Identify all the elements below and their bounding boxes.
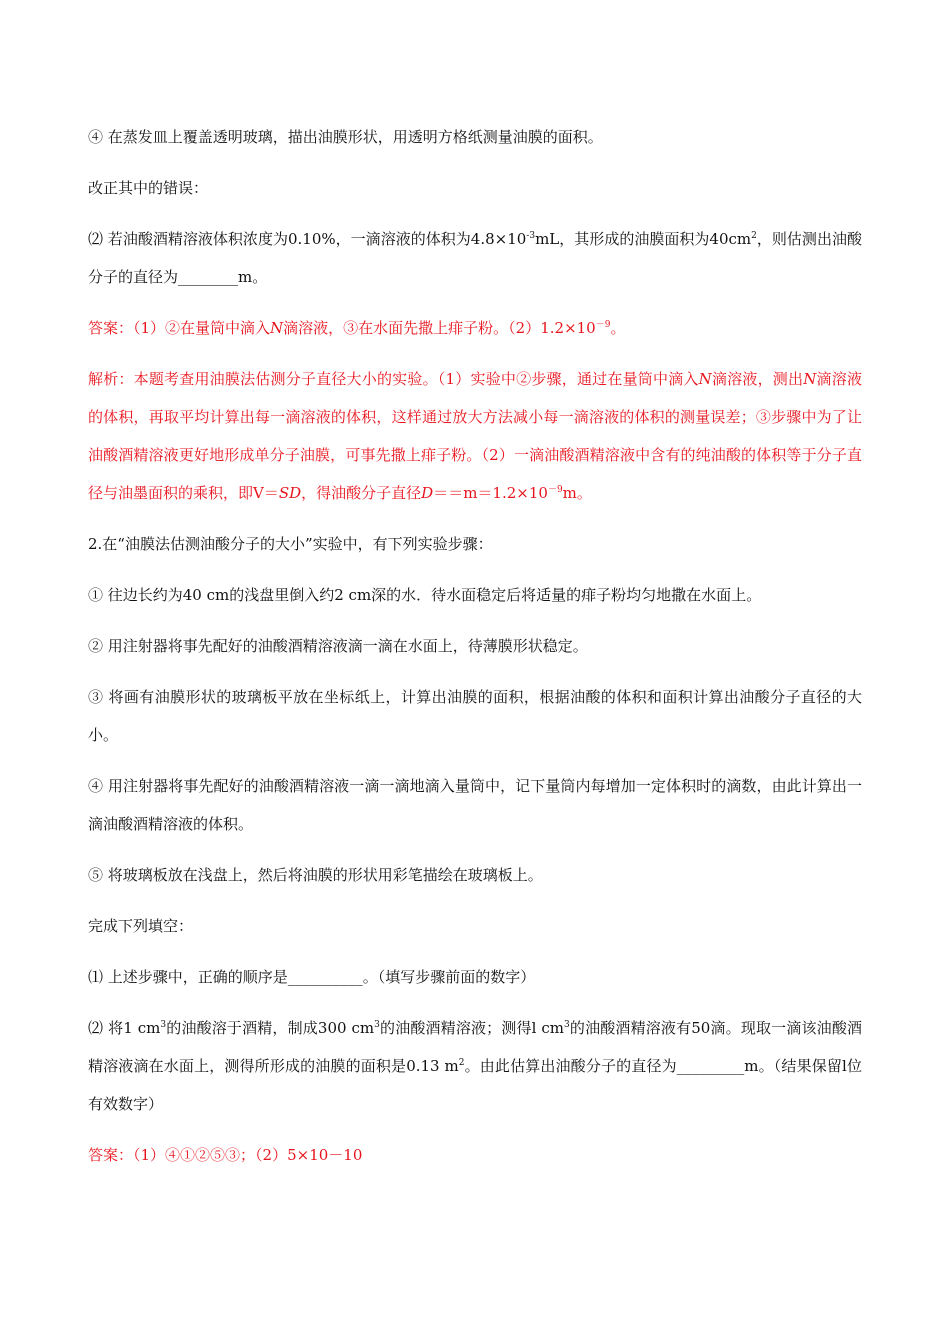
q1-correct-prompt-text: 改正其中的错误：: [88, 179, 209, 197]
q1-part2-text-a: ⑵ 若油酸酒精溶液体积浓度为0.10%，一滴溶液的体积为4.8×10: [88, 230, 527, 248]
q2-part2: [88, 1009, 862, 1123]
q2-part2-text-a: ⑵ 将1 cm: [88, 1019, 161, 1037]
q2-part2-text-b: 的油酸溶于酒精，制成300 cm: [166, 1019, 375, 1037]
q1-analysis-text-b: 滴溶液，测出: [711, 370, 804, 388]
q2-part2-sup-4: 2: [458, 1058, 465, 1068]
q2-step2-text: ② 用注射器将事先配好的油酸酒精溶液滴一滴在水面上，待薄膜形状稳定。: [88, 637, 588, 655]
q2-step5: [88, 856, 862, 894]
q2-part1: [88, 958, 862, 996]
q2-answer-text: 答案：（1）④①②⑤③；（2）5×10－10: [88, 1146, 363, 1164]
q2-step4-text: ④ 用注射器将事先配好的油酸酒精溶液一滴一滴地滴入量筒中，记下量筒内每增加一定体积时的滴数，由此计算出一滴油酸酒精溶液的体积。: [88, 777, 862, 833]
q2-fill-prompt: [88, 907, 862, 945]
q1-answer-exponent: －9: [595, 320, 611, 330]
q1-step4: [88, 118, 862, 156]
q1-answer-n: N: [270, 319, 284, 337]
q2-fill-prompt-text: 完成下列填空：: [88, 917, 194, 935]
q1-part2-exponent: -3: [526, 231, 536, 241]
q2-part2-text-d: 的油酸酒精溶液有50滴。现取一滴该油酸酒精溶液滴在水面上，测得所形成的油膜的面积是0.13 m: [88, 1019, 862, 1075]
q2-step2: [88, 627, 862, 665]
q2-step3: [88, 678, 862, 754]
q1-part2-text-c: ，则估测出油酸分子的直径为________m。: [88, 230, 862, 286]
q2-part2-text-c: 的油酸酒精溶液；测得l cm: [379, 1019, 565, 1037]
q1-step4-text: ④ 在蒸发皿上覆盖透明玻璃，描出油膜形状，用透明方格纸测量油膜的面积。: [88, 128, 603, 146]
q1-analysis-n1: N: [698, 370, 712, 388]
q1-part2: [88, 220, 862, 296]
q2-stem-text: 2.在“油膜法估测油酸分子的大小”实验中，有下列实验步骤：: [88, 535, 493, 553]
q1-part2-exponent-2: 2: [751, 231, 757, 241]
q2-part2-sup-2: 3: [374, 1020, 380, 1030]
q2-answer: [88, 1136, 862, 1174]
q1-answer-text-c: 。: [610, 319, 626, 337]
q1-analysis-n2: N: [803, 370, 817, 388]
q1-correct-prompt: [88, 169, 862, 207]
q1-analysis-text-e: ＝＝m＝1.2×10: [433, 484, 548, 502]
q1-answer: [88, 309, 862, 347]
q2-step5-text: ⑤ 将玻璃板放在浅盘上，然后将油膜的形状用彩笔描绘在玻璃板上。: [88, 866, 543, 884]
q1-analysis-text-d: ，得油酸分子直径: [301, 484, 422, 502]
q1-analysis-D: D: [421, 484, 434, 502]
q1-analysis-text-c: 滴溶液的体积，再取平均计算出每一滴溶液的体积，这样通过放大方法减小每一滴溶液的体积的测量误差；③步骤中为了让油酸酒精溶液更好地形成单分子油膜，可事先撒上痱子粉。（2）一滴油酸酒精溶液中含有的纯油酸的体积等于分子直径与油墨面积的乘积，即V＝: [88, 370, 862, 502]
document-page: [88, 118, 862, 1187]
q2-part2-text-e: 。由此估算出油酸分子的直径为_________m。（结果保留l位有效数字）: [88, 1057, 862, 1113]
q2-step1: [88, 576, 862, 614]
q1-analysis-text-f: m。: [562, 484, 592, 502]
q2-step1-text: ① 往边长约为40 cm的浅盘里倒入约2 cm深的水．待水面稳定后将适量的痱子粉均匀地撒在水面上。: [88, 586, 762, 604]
q1-analysis-text-a: 解析：本题考查用油膜法估测分子直径大小的实验。（1）实验中②步骤，通过在量筒中滴入: [88, 370, 699, 388]
q1-part2-text-b: mL，其形成的油膜面积为40cm: [535, 230, 752, 248]
q2-part1-text: ⑴ 上述步骤中，正确的顺序是__________。（填写步骤前面的数字）: [88, 968, 536, 986]
q2-stem: [88, 525, 862, 563]
q1-answer-text-a: 答案：（1）②在量筒中滴入: [88, 319, 271, 337]
q1-analysis: [88, 360, 862, 512]
q1-answer-text-b: 滴溶液，③在水面先撒上痱子粉。（2）1.2×10: [283, 319, 596, 337]
q2-step4: [88, 767, 862, 843]
q1-analysis-exponent: －9: [547, 485, 563, 495]
q2-part2-sup-3: 3: [564, 1020, 570, 1030]
q2-step3-text: ③ 将画有油膜形状的玻璃板平放在坐标纸上，计算出油膜的面积，根据油酸的体积和面积计算出油酸分子直径的大小。: [88, 688, 862, 744]
q1-analysis-sd: SD: [278, 484, 302, 502]
q2-part2-sup-1: 3: [160, 1020, 167, 1030]
